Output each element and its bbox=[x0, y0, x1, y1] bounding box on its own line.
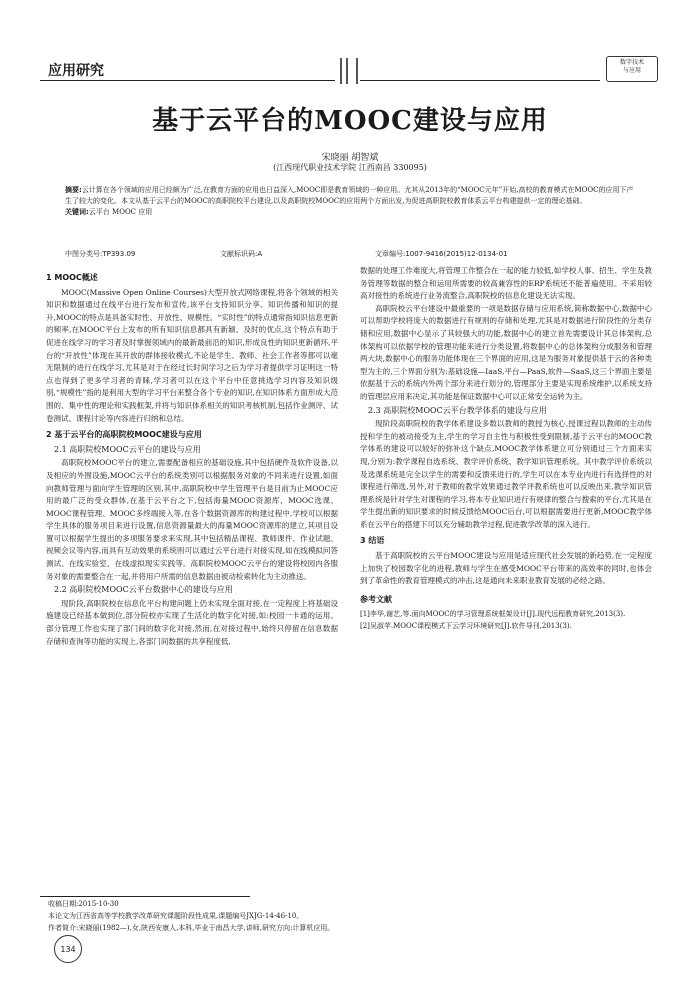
left-column bbox=[46, 268, 338, 648]
section-heading: 1 MOOC概述 bbox=[46, 273, 98, 282]
clc-number: 中图分类号:TP393.09 bbox=[65, 250, 136, 258]
section-heading: 2 基于云平台的高职院校MOOC建设与应用 bbox=[46, 430, 202, 440]
references-heading: 参考文献 bbox=[360, 594, 392, 604]
right-column bbox=[360, 265, 652, 632]
journal-logo bbox=[606, 56, 658, 82]
paragraph: 现阶段高职院校的教学体系建设多数以教师的教授为核心,授课过程以教师的主动传授和学生的被动接受为主,学生的学习自主性与积极性受到限制,基于云平台的MOOC教学体系的建设可以较好的弥补这个缺点,MOOC教学体系建立可分别通过三个方面来实现,分别为:教学课程自选系统、教学评价系统、教学知识管理系统。其中教学评价系统以及选课系统是完全以学生的需要和反馈来进行的,学生可以在本专业内进行有选择性的对课程进行筛选,另外,对于教师的教学效果通过教学评教系统也可以反映出来,教学知识管理系统是针对学生对课程的学习,将本专业知识进行有规律的整合与搜索的平台,尤其是在学生提出新的知识要求的时候反馈给MOOC后台,可以根据需要进行更新,MOOC教学体系在云平台的搭建下可以充分辅助教学过程,促进教学改革的深入进行。 bbox=[360, 419, 652, 529]
paragraph: MOOC(Massive Open Online Courses)大型开放式网络课程,将各个领域的相关知识和数据通过在线平台进行发布和宣传,该平台支持知识分享、知识传播和知识的提升,MOOC的特点是具备实时性、开放性、规模性。“实时性”的特点通常指知识信息更新的频率,在MOOC平台上发布的所有知识信息都具有新颖、及时的优点,这个特点有助于促进在线学习的学习者及时掌握领域内的最新最前沿的知识,形成良性的知识更新循环,平台的“开放性”体现在其开放的群体接收模式,不论是学生、教师、社会工作者等都可以毫无限制的进行在线学习,尤其是对于在经过长时间学习之后为学习者提供学习证明这一特点也得到了更多学习者的青睐,学习者可以在这个平台中任意挑选学习内容及知识级别,“规模性”指的是利用大型的学习平台来整合各个专业的知识,在知识体系方面形成大范围的、集中性的理论和实践框架,并将与知识体系相关的知识考核机制,包括作业测评、试卷测试、课程讨论等内容进行归纳和总结。 bbox=[46, 287, 338, 423]
paragraph: 数据的处理工作难度大,将管理工作整合在一起的能力较低,如学校人事、招生、学生及教务管理等数据的整合和运用所需要的较高兼容性的ERP系统还不能普遍使用。不采用较高对接性的系统进行业务流整合,高职院校的信息化建设无法实现。 bbox=[360, 266, 652, 301]
article-title: 基于云平台的MOOC建设与应用 bbox=[152, 106, 548, 136]
page-number: 134 bbox=[60, 944, 76, 954]
journal-logo-line1: 数字技术 bbox=[619, 59, 644, 66]
abstract bbox=[65, 185, 635, 207]
keywords-text: 云平台 MOOC 应用 bbox=[88, 208, 153, 216]
article-affiliation: (江西现代职业技术学院 江西南昌 330095) bbox=[273, 163, 427, 172]
fund-note: 本论文为江西省高等学校教学改革研究课题阶段性成果,课题编号JXJG-14-46-10。 bbox=[48, 912, 304, 920]
received-date: 收稿日期:2015-10-30 bbox=[48, 900, 119, 908]
paragraph: 高职院校云平台建设中最重要的一项是数据存储与应用系统,简称数据中心,数据中心可以帮助学校将庞大的数据进行有规则的存储和处理,尤其是对数据进行阶段性的分类存储和应用,数据中心显示了其较强大的功能,数据中心的建立首先需要设计其总体架构,总体架构可以依据学校的管理功能来进行分类设置,将数据中心的总体架构分成服务和管理两大块,数据中心的服务功能体现在三个界面的应用,这是为服务对象提供基于云的各种类型为主的,三个界面分别为:基础设施—IaaS,平台—PaaS,软件—SaaS,这三个界面主要是依据基于云的系统内外两个部分来进行划分的,管理部分主要是实现系统维护,以系统支持的管理层应用来决定,其功能是保证数据中心可以正常安全运转为主。 bbox=[360, 303, 652, 401]
header-rule bbox=[40, 80, 335, 81]
subsection-heading: 2.1 高职院校MOOC云平台的建设与应用 bbox=[54, 444, 201, 454]
paragraph: 现阶段,高职院校在信息化平台构建问题上仍未实现全面对接,在一定程度上将基础设施建设已经基本做到位,部分院校亦实现了生活化的数字化对接,如:校园一卡通的运用。部分管理工作也实现了部门间的数字化对接,然而,在对接过程中,始终只停留在信息数据存储和查询等功能的实现上,各部门间数据的共享程度低, bbox=[46, 598, 338, 646]
paragraph: 高职院校MOOC平台的建立,需要配备相应的基础设施,其中包括硬件及软件设备,以及相应的外围设施,MOOC云平台的系统类别可以根据服务对象的不同来进行设置,如面向教师管理与面向学生管理的区别,其中,高职院校中学生管理平台是目前为止MOOC应用的最广泛的受众群体,在基于云平台之下,包括海量MOOC资源库、MOOC选课、MOOC课程管理、MOOC多终端接入等,在各个数据资源库的构建过程中,学校可以根据学生具体的服务项目来进行设置,信息资源量最大的海量MOOC资源库的建立,其项目设置可以根据学生提出的多项服务要求来实现,其中包括精品课程、教师课件、作业试题、视频会议等内容,而具有互动效果的系统则可以通过云平台进行对接实现,如在线模拟问答测试、在线实验室、在线虚拟现实实践等。高职院校MOOC云平台的建设将校园内各服务对象的需要整合在一起,并将用户所需的信息数据由被动检索转化为主动推送。 bbox=[46, 458, 338, 581]
keywords bbox=[65, 207, 635, 218]
reference-item: [1]李华,谢艺,等.面向MOOC的学习管理系统框架设计[J].现代远程教育研究,2013(3). bbox=[360, 610, 626, 619]
reference-item: [2]吴淑苹.MOOC课程模式下云学习环境研究[J].软件导刊,2013(3). bbox=[360, 622, 572, 631]
section-heading: 3 结语 bbox=[360, 536, 385, 546]
header-divider-bars bbox=[338, 58, 360, 84]
author-bio: 作者简介:宋晓丽(1982—),女,陕西安康人,本科,毕业于南昌大学,讲师,研究方向:计算机应用。 bbox=[48, 924, 335, 932]
subsection-heading: 2.2 高职院校MOOC云平台数据中心的建设与应用 bbox=[54, 585, 233, 595]
abstract-label: 摘要: bbox=[65, 186, 82, 194]
abstract-block bbox=[65, 185, 635, 218]
section-label: 应用研究 bbox=[48, 63, 104, 79]
footnote-rule bbox=[40, 896, 250, 897]
journal-logo-line2: 与应用 bbox=[622, 67, 641, 74]
page-number-badge bbox=[54, 935, 82, 963]
document-code: 文献标识码:A bbox=[220, 250, 263, 258]
subsection-heading: 2.3 高职院校MOOC云平台教学体系的建设与应用 bbox=[368, 405, 547, 415]
paragraph: 基于高职院校的云平台MOOC建设与应用是适应现代社会发展的新趋势,在一定程度上加快了校园数字化的进程,教师与学生在感受MOOC平台带来的高效率的同时,也体会到了革命性的教育管理模式的冲击,这是通向未来职业教育发展的必经之路。 bbox=[360, 551, 652, 586]
article-number: 文章编号:1007-9416(2015)12-0134-01 bbox=[375, 250, 508, 258]
article-authors: 宋晓丽 胡智斌 bbox=[321, 153, 379, 163]
header-rule-right bbox=[360, 80, 600, 81]
abstract-text: 云计算在各个领域的应用已经颇为广泛,在教育方面的应用也日益深入,MOOC即是教育领域的一种应用。尤其从2013年的“MOOC元年”开始,高校的教育模式在MOOC的应用下产生了较大的变化。本文从基于云平台的MOOC的高职院校平台建设,以及高职院校MOOC的应用两个方面出发,为促进高职院校教育体系云平台构建提供一定的理论基础。 bbox=[65, 186, 634, 205]
keywords-label: 关键词: bbox=[65, 208, 89, 216]
